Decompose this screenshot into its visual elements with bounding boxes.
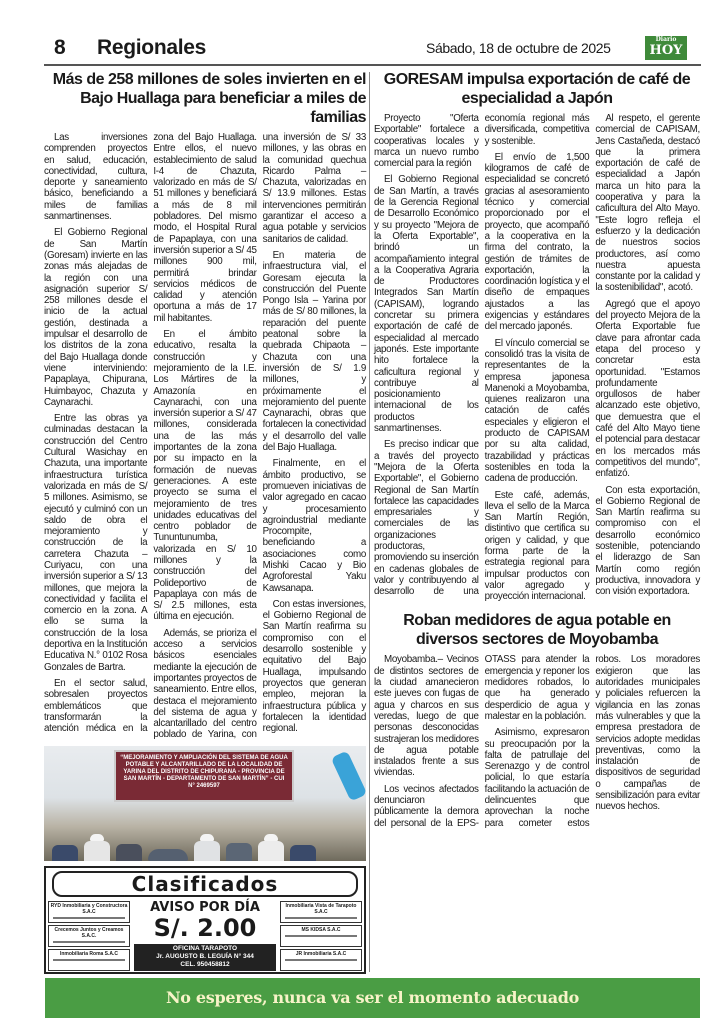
paragraph: Los vecinos afectados denunciaron públicamente la demora del personal de la EPS-OTASS para atender la emergencia y reponer los medidores robados, lo que ha generado desperdicio de agua y malestar en la población. — [374, 654, 590, 829]
paragraph: En el sector salud, sobresalen proyectos emblemáticos que transformarán la atención médica en la zona del Bajo Huallaga. Entre ellos, el nuevo establecimiento de salud I-4 de Chazuta, valorizado en más de S/ 51 millones y beneficiará a más de 8 mil pobladores. Del mismo modo, el Hospital Rural de Papaplaya, con una inversión superior a S/ 45 millones 900 mil, permitirá brindar servicios médicos de calidad y atención oportuna a más de 17 mil habitantes. — [44, 132, 257, 735]
article-2-headline: GORESAM impulsa exportación de café de especialidad a Japón — [383, 71, 691, 107]
logo-big-text: HOY — [649, 43, 683, 58]
ad-name: MS KIDSA S.A.C — [301, 927, 341, 933]
header-divider — [44, 64, 701, 66]
classified-ad — [48, 901, 130, 923]
person — [258, 841, 284, 861]
person — [116, 844, 142, 861]
paragraph: Entre las obras ya culminadas destacan la construcción del Centro Cultural Wasichay en Chazuta, una importante infraestructura turística valorizada en más de S/ 5 millones. Asimismo, se ejecutó y culminó con un saldo de obra el mejoramiento y construcción de la carretera Chazuta – Curiyacu, con una inversión superior a S/ 13 millones, que mejora la conectividad y facilita el comercio en la zona. A ello se suma la construcción de la losa deportiva en la Institución Educativa N.° 0102 Rosa Gonzales de Bartra. — [44, 413, 148, 673]
article-2-body — [374, 113, 700, 602]
paragraph: Al respeto, el gerente comercial de CAPISAM, Jens Castañeda, destacó que la primera exportación de café de especialidad a Japón marca un hito para la cooperativa y para la caficultura del Alto Mayo. "Este logro refleja el esfuerzo y la dedicación de nuestros socios productores, así como nuestra apuesta constante por la calidad y la sostenibilidad", acotó. — [595, 113, 700, 294]
office-phone: CEL. 950458812 — [180, 961, 230, 968]
people-group — [44, 839, 366, 861]
page-number: 8 — [54, 36, 66, 59]
left-section — [44, 70, 366, 974]
logo-small-text: Diario — [655, 36, 677, 43]
article-3-headline: Roban medidores de agua potable en diversos sectores de Moyobamba — [403, 612, 671, 649]
price-label: AVISO POR DÍA — [150, 900, 260, 915]
paragraph: El envío de 1,500 kilogramos de café de especialidad se concretó gracias al asesoramiento técnico y comercial proporcionado por el proyecto, que acompañó a la cooperativa en la firma del contrato, la gestión de trámites de exportación, la coordinación logística y el diseño de empaques ajustados a las exigencias y estándares del mercado japonés. — [484, 151, 590, 333]
paragraph: El Gobierno Regional de San Martín (Goresam) invierte en las zonas más alejadas de la región con una asignación superior S/ 258 millones desde el inicio de la actual gestión, destinada a impulsar el desarrollo de los distritos de la zona del Bajo Huallaga donde viene interviniendo: Papaplaya, Chipurana, Huimbayoc, Chazuta y Caynarachi. — [44, 227, 148, 408]
paragraph: En el ámbito educativo, resalta la construcción y mejoramiento de la I.E. Los Mártires de la Amazonía en Caynarachi, con una inversión superior a S/ 47 millones, considerada una de las más importantes de la zona por su impacto en la formación de nuevas generaciones. A este proyecto se suma el mejoramiento de tres unidades educativas del centro poblador de Tununtunumba, valorizada en S/ 10 millones y la construcción del Polideportivo de Papaplaya con más de S/ 2.5 millones, esta última en ejecución. — [153, 329, 257, 623]
office-address: Jr. AUGUSTO B. LEGUÍA N° 344 — [156, 953, 254, 960]
person — [84, 841, 110, 861]
article-2-subtitle: Proyecto "Oferta Exportable" fortalece a cooperativas locales y marca un nuevo rumbo comercial para la región — [374, 113, 479, 170]
wheelbarrow — [148, 849, 188, 861]
helmet — [90, 834, 104, 841]
article-3-body — [374, 654, 700, 828]
paragraph: El Gobierno Regional de San Martín, a través de la Gerencia Regional de Desarrollo Económico y su proyecto "Mejora de la Oferta Exportable", brindó un acompañamiento integral a la Cooperativa Agraria de Productores Integrados San Martín (CAPISAM), logrando concretar su primera exportación de café de especialidad al mercado japonés. Este importante hito fortalece la caficultura regional y contribuye al posicionamiento internacional de los productos sanmartinenses. — [374, 174, 479, 435]
ad-name: Crecemos Juntos y Creamos S.A.C. — [54, 927, 124, 939]
classifieds-left-ads — [48, 901, 130, 973]
ad-name: Inmobiliaria Vista de Tarapoto S.A.C — [285, 903, 357, 915]
helmet — [264, 834, 278, 841]
classifieds-box — [44, 866, 366, 974]
paragraph: Con estas inversiones, el Gobierno Regional de San Martín reafirma su compromiso con el desarrollo sostenible y equitativo del Bajo Huallaga, impulsando proyectos que generan empleo, mejoran la infraestructura pública y fortalecen la identidad regional. — [262, 598, 366, 735]
article-1-headline: Más de 258 millones de soles invierten en el Bajo Huallaga para beneficiar a miles de familias — [52, 71, 366, 126]
person — [194, 841, 220, 861]
classified-ad — [280, 901, 362, 923]
right-section — [374, 70, 700, 974]
office-info — [134, 944, 276, 971]
paragraph: Las inversiones comprenden proyectos en salud, educación, conectividad, cultura, deporte y saneamiento básico, beneficiando a miles de familias sanmartinenses. — [44, 132, 148, 223]
ad-name: JR Inmobiliaria S.A.C — [295, 951, 347, 957]
ad-name: RYD Inmobiliaria y Constructora S.A.C — [50, 903, 128, 915]
paragraph: Con esta exportación, el Gobierno Regional de San Martín reafirma su compromiso con el desarrollo económico sostenible, potenciando el liderazgo de San Martín como región productiva, innovadora y con visión exportadora. — [595, 484, 700, 598]
classifieds-title: Clasificados — [52, 871, 358, 897]
person — [226, 843, 252, 861]
paragraph: Agregó que el apoyo del proyecto Mejora de la Oferta Exportable fue clave para afrontar cada etapa del proceso y concretar esta oportunidad. "Estamos profundamente orgullosos de haber alcanzado este objetivo, que demuestra que el café del Alto Mayo tiene el potencial para destacar en los mercados más competitivos del mundo", enfatizó. — [595, 298, 700, 480]
classifieds-right-ads — [280, 901, 362, 973]
paragraph: Finalmente, en el ámbito productivo, se promueven iniciativas de valor agregado en cacao y procesamiento agroindustrial mediante Procompite, beneficiando a asociaciones como Mishki Cacao y Bio Agroforestal Yaku Kawsanapa. — [262, 458, 366, 594]
office-name: OFICINA TARAPOTO — [172, 945, 238, 952]
paragraph: Además, se prioriza el acceso a servicios básicos esenciales mediante la ejecución de importantes proyectos de saneamiento. Entre ellos, destaca el mejoramiento del sistema de agua y alcantarillado del centro poblado de Yarina, con una inversión de S/ 33 millones, y las obras en la comunidad quechua Ricardo Palma – Chazuta, valorizadas en S/ 13.9 millones. Estas intervenciones permitirán garantizar el acceso a agua potable y servicios sanitarios de calidad. — [153, 132, 366, 741]
newspaper-logo — [645, 36, 687, 60]
section-title: Regionales — [97, 36, 207, 59]
issue-date: Sábado, 18 de octubre de 2025 — [426, 40, 611, 56]
person — [290, 845, 316, 861]
project-sign — [114, 750, 294, 802]
classified-ad — [48, 949, 130, 971]
price-value: S/. 2.00 — [153, 914, 257, 942]
classified-ad — [280, 949, 362, 971]
person — [52, 845, 78, 861]
paragraph: Es preciso indicar que a través del proyecto "Mejora de la Oferta Exportable", el Gobierno Regional de San Martín fortalece las capacidades empresariales y comerciales de las organizaciones productoras, promoviendo su inserción en cadenas globales de valor y contribuyendo al desarrollo de una economía regional más diversificada, competitiva y sostenible. — [374, 113, 590, 598]
article-1-body — [44, 132, 366, 741]
water-pipe — [331, 750, 366, 801]
paragraph: El vínculo comercial se consolidó tras la visita de representantes de la empresa japonesa Manenoki a Moyobamba, quienes realizaron una catación de cafés especiales y eligieron el producto de CAPISAM por su alta calidad, trazabilidad y prácticas sostenibles en toda la cadena de producción. — [484, 337, 590, 485]
ad-name: Inmobiliaria Roma S.A.C — [59, 951, 119, 957]
paragraph: En materia de infraestructura vial, el Goresam ejecuta la construcción del Puente Pongo Isla – Yarina por más de S/ 80 millones, la reparación del puente peatonal sobre la quebrada Chipaota – Chazuta con una inversión de S/ 1.9 millones, y próximamente el mejoramiento del puente Caynarachi, obras que fortalecen la conectividad y el desarrollo del valle del Bajo Huallaga. — [262, 249, 366, 454]
paragraph: Moyobamba.– Vecinos de distintos sectores de la ciudad amanecieron este jueves con fugas de agua y charcos en sus veredas, luego de que personas desconocidas sustrajeran los medidores de agua potable instalados frente a sus viviendas. — [374, 654, 479, 779]
helmet — [200, 834, 214, 841]
sign-text: “MEJORAMIENTO Y AMPLIACIÓN DEL SISTEMA DE AGUA POTABLE Y ALCANTARILLADO DE LA LOCALIDAD DE YARINA DEL DISTRITO DE CHIPURANA - PROVINCIA DE SAN MARTÍN - DEPARTAMENTO DE SAN MARTÍN” - CUI N° 2469597 — [120, 754, 288, 789]
article-1-photo — [44, 746, 366, 861]
classified-ad — [280, 925, 362, 947]
price-notice — [134, 900, 276, 942]
column-divider — [369, 72, 370, 972]
footer-banner: No esperes, nunca va ser el momento adecuado — [45, 978, 700, 1018]
classified-ad — [48, 925, 130, 947]
paragraph: Asimismo, expresaron su preocupación por la falta de patrullaje del Serenazgo y de control policial, lo que estaría facilitando la actuación de delincuentes que aprovechan la noche para cometer estos robos. Los moradores exigieron que las autoridades municipales y policiales refuercen la vigilancia en las zonas más vulnerables y que la empresa prestadora de servicios adopte medidas preventivas, como la instalación de dispositivos de seguridad o campañas de sensibilización para evitar nuevos hechos. — [484, 654, 700, 829]
paragraph: Este café, además, lleva el sello de la Marca San Martín Región, distintivo que certifica su origen y calidad, y que forma parte de la estrategia regional para impulsar productos con valor agregado y proyección internacional. — [484, 489, 590, 603]
